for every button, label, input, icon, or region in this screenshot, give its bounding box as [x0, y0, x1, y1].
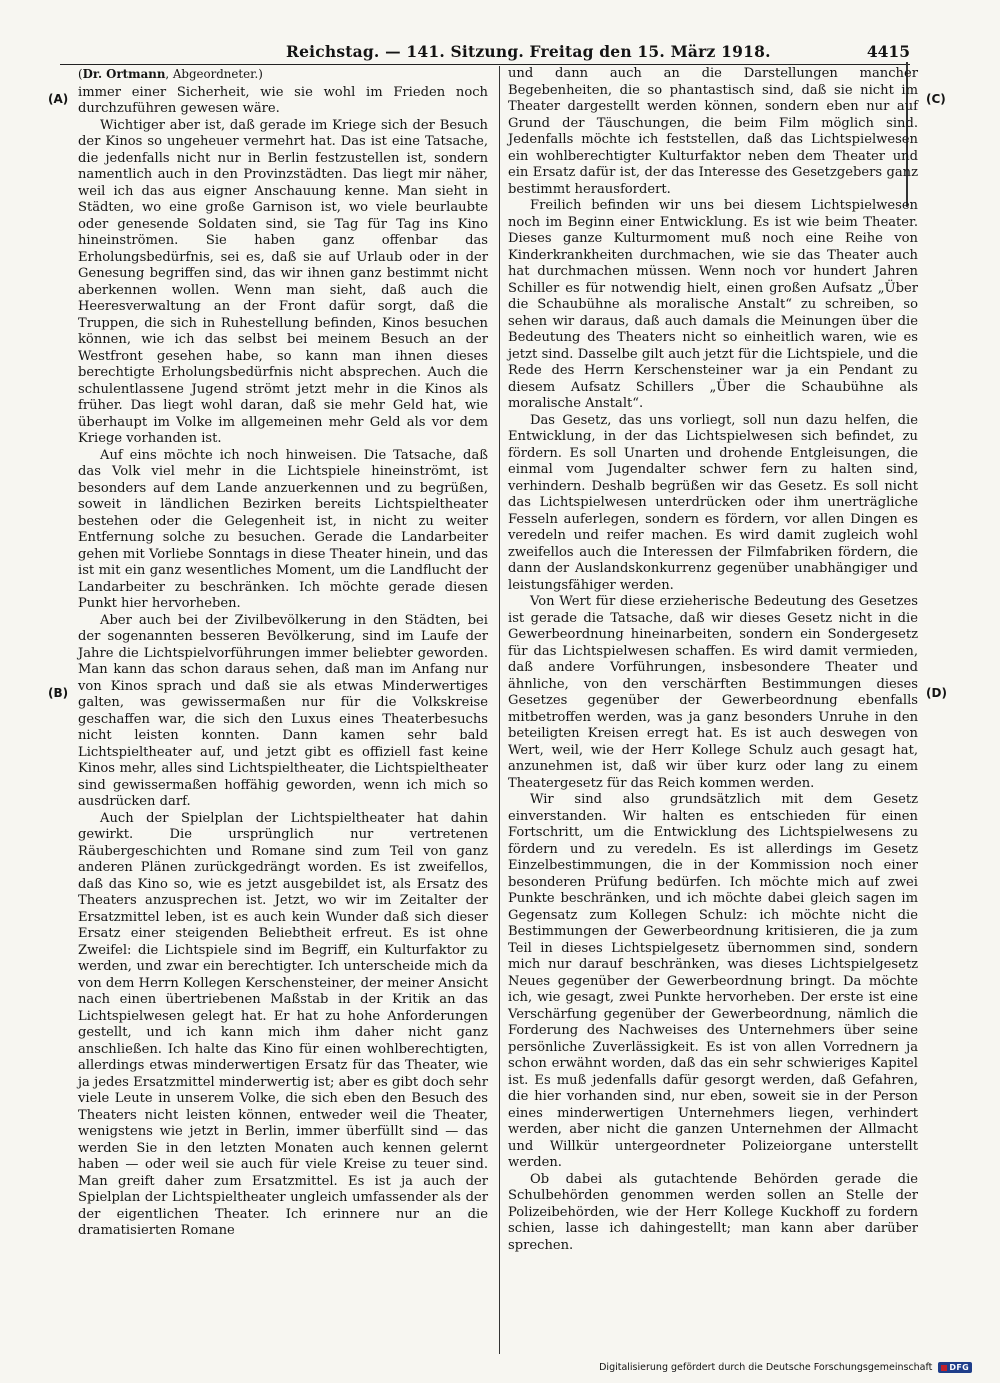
paragraph: immer einer Sicherheit, wie sie wohl im Frieden noch durchzuführen gewesen wäre.: [78, 84, 488, 116]
paragraph: Wichtiger aber ist, daß gerade im Kriege sich der Besuch der Kinos so ungeheuer vermehrt hat. Das ist eine Tatsache, die jedenfalls nicht nur in Berlin festzustellen ist, sondern namentlich auch in den Provinzstädten. Das liegt mir näher, weil ich das aus eigner Anschauung kenne. Man sieht in Städten, wo eine große Garnison ist, wo viele beurlaubte oder genesende Soldaten sind, sie Tag für Tag ins Kino hineinströmen. Sie haben ganz offenbar das Erholungsbedürfnis, sei es, daß sie auf Urlaub oder in der Genesung begriffen sind, das wir ihnen ganz bestimmt nicht aberkennen wollen. Wenn man sieht, daß auch die Heeresverwaltung an der Front dafür sorgt, daß die Truppen, die sich in Ruhestellung befinden, Kinos besuchen können, wie ich das selbst bei meinem Besuch an der Westfront gesehen habe, so kann man ihnen dieses berechtigte Erholungsbedürfnis nicht absprechen. Auch die schulentlassene Jugend strömt jetzt mehr in die Kinos als früher. Das liegt wohl daran, daß sie mehr Geld hat, wie überhaupt im Volke im allgemeinen mehr Geld als vor dem Kriege vorhanden ist.: [78, 117, 488, 446]
margin-marker-c: (C): [926, 92, 946, 106]
speaker-role: , Abgeordneter.: [165, 67, 259, 81]
column-divider: [499, 66, 500, 1354]
paragraph: Ob dabei als gutachtende Behörden gerade die Schulbehörden genommen werden sollen an Stelle der Polizeibehörden, wie der Herr Kollege Kuckhoff zu fordern schien, lasse ich dahingestellt; man kann aber darüber sprechen.: [508, 1171, 918, 1253]
page-number: 4415: [866, 42, 910, 61]
paragraph: Freilich befinden wir uns bei diesem Lichtspielwesen noch im Beginn einer Entwicklung. Es ist wie beim Theater. Dieses ganze Kulturmoment muß noch eine Reihe von Kinderkrankheiten durchmachen, wie sie das Theater auch hat durchmachen müssen. Wenn noch vor hundert Jahren Schiller es für notwendig hielt, einen großen Aufsatz „Über die Schaubühne als moralische Anstalt“ zu schreiben, so sehen wir daraus, daß auch damals die Meinungen über die Bedeutung des Theaters nicht so einheitlich waren, wie es jetzt sind. Dasselbe gilt auch jetzt für die Lichtspiele, und die Rede des Herrn Kerschensteiner war ja ein Pendant zu diesem Aufsatz Schillers „Über die Schaubühne als moralische Anstalt“.: [508, 198, 918, 411]
logo-mark-icon: [941, 1365, 947, 1371]
dfg-logo: [938, 1362, 972, 1373]
left-column: [78, 66, 488, 1240]
footer-text: Digitalisierung gefördert durch die Deutsche Forschungsgemeinschaft: [599, 1362, 933, 1373]
paragraph: Auf eins möchte ich noch hinweisen. Die Tatsache, daß das Volk viel mehr in die Lichtspiele hineinströmt, ist besonders auf dem Lande anzuerkennen und zu begrüßen, soweit in ländlichen Bezirken bereits Lichtspieltheater bestehen oder die Gelegenheit ist, in nicht zu weiter Entfernung solche zu besuchen. Gerade die Landarbeiter gehen mit Vorliebe Sonntags in diese Theater hinein, und das ist mit ein ganz wesentliches Moment, um die Landflucht der Landarbeiter zu beschränken. Ich möchte gerade diesen Punkt hier hervorheben.: [78, 447, 488, 611]
dfg-logo-text: DFG: [949, 1363, 969, 1372]
paragraph: Das Gesetz, das uns vorliegt, soll nun dazu helfen, die Entwicklung, in der das Lichtspielwesen sich befindet, zu fördern. Es soll Unarten und drohende Entgleisungen, die einmal vom Jugendalter schwer fern zu halten sind, verhindern. Deshalb begrüßen wir das Gesetz. Es soll nicht das Lichtspielwesen unterdrücken oder ihm unerträgliche Fesseln auferlegen, sondern es fördern, vor allen Dingen es veredeln und reifer machen. Es wird damit zugleich wohl zweifellos auch die Interessen der Filmfabriken fördern, die dann der Auslandskonkurrenz gegenüber unabhängiger und leistungsfähiger werden.: [508, 412, 918, 593]
margin-marker-d: (D): [926, 686, 947, 700]
paragraph: und dann auch an die Darstellungen mancher Begebenheiten, die so phantastisch sind, daß sie nicht im Theater dargestellt werden können, sondern eben nur auf Grund der Täuschungen, die beim Film möglich sind. Jedenfalls möchte ich feststellen, daß das Lichtspielwesen ein wohlberechtigter Kulturfaktor neben dem Theater und ein Ersatz dafür ist, der das Interesse des Gesetzgebers ganz bestimmt herausfordert.: [508, 66, 918, 197]
paragraph: Aber auch bei der Zivilbevölkerung in den Städten, bei der sogenannten besseren Bevölkerung, sind im Laufe der Jahre die Lichtspielvorführungen immer beliebter geworden. Man kann das schon daraus sehen, daß man im Anfang nur von Kinos sprach und daß sie als etwas Minderwertiges galten, was gewissermaßen nur für die Volkskreise geschaffen war, die sich den Luxus eines Theaterbesuchs nicht leisten konnten. Dann kamen sehr bald Lichtspieltheater auf, und jetzt gibt es offiziell fast keine Kinos mehr, alles sind Lichtspieltheater, die Lichtspieltheater sind gewissermaßen hoffähig geworden, wenn ich mich so ausdrücken darf.: [78, 612, 488, 809]
paragraph: Wir sind also grundsätzlich mit dem Gesetz einverstanden. Wir halten es entschieden für einen Fortschritt, um die Entwicklung des Lichtspielwesens zu fördern und zu veredeln. Es ist allerdings im Gesetz Einzelbestimmungen, die in der Kommission noch einer besonderen Prüfung bedürfen. Ich möchte mich auf zwei Punkte beschränken, und ich möchte dabei gleich sagen im Gegensatz zum Kollegen Schulz: ich möchte nicht die Bestimmungen der Gewerbeordnung kritisieren, die ja zum Teil in dieses Lichtspielgesetz übernommen sind, sondern mich nur darauf beschränken, was dieses Lichtspielgesetz Neues gegenüber der Gewerbeordnung bringt. Da möchte ich, wie gesagt, zwei Punkte hervorheben. Der erste ist eine Verschärfung gegenüber der Gewerbeordnung, nämlich die Forderung des Nachweises des Unternehmers über seine persönliche Zuverlässigkeit. Es ist von allen Vorrednern ja schon erwähnt worden, daß das ein sehr schwieriges Kapitel ist. Es muß jedenfalls dafür gesorgt werden, daß Gefahren, die hier vorhanden sind, nur eben, soweit sie in der Person eines minderwertigen Unternehmers liegen, verhindert werden, aber nicht die ganzen Unternehmen der Allmacht und Willkür untergeordneter Polizeiorgane unterstellt werden.: [508, 792, 918, 1170]
page-header: [60, 42, 910, 65]
right-column: [508, 66, 918, 1254]
paragraph: Von Wert für diese erzieherische Bedeutung des Gesetzes ist gerade die Tatsache, daß wir dieses Gesetz nicht in die Gewerbeordnung hineinarbeiten, sondern ein Sondergesetz für das Lichtspielwesen schaffen. Es wird damit vermieden, daß andere Vorführungen, insbesondere Theater und ähnliche, von den verschärften Bestimmungen dieses Gesetzes gegenüber der Gewerbeordnung ebenfalls mitbetroffen werden, was ja ganz besonders Unruhe in den beteiligten Kreisen erregt hat. Es ist auch deswegen von Wert, weil, wie der Herr Kollege Schulz auch gesagt hat, anzunehmen ist, daß wir über kurz oder lang zu einem Theatergesetz für das Reich kommen werden.: [508, 594, 918, 791]
header-title: Reichstag. — 141. Sitzung. Freitag den 15. März 1918.: [286, 42, 771, 61]
speaker-line: (Dr. Ortmann, Abgeordneter.): [78, 67, 263, 81]
footer-credit: [599, 1362, 972, 1373]
speaker-name: Dr. Ortmann: [82, 67, 166, 81]
margin-marker-a: (A): [48, 92, 69, 106]
paragraph: Auch der Spielplan der Lichtspieltheater hat dahin gewirkt. Die ursprünglich nur vertretenen Räubergeschichten und Romane sind zum Teil von ganz anderen Plänen zurückgedrängt worden. Es ist zweifellos, daß das Kino so, wie es jetzt ausgebildet ist, als Ersatz des Theaters anzusprechen ist. Jetzt, wo wir im Zeitalter der Ersatzmittel leben, ist es auch kein Wunder daß sich dieser Ersatz einer steigenden Beliebtheit erfreut. Es ist ohne Zweifel: die Lichtspiele sind im Begriff, ein Kulturfaktor zu werden, und zwar ein berechtigter. Ich unterscheide mich da von dem Herrn Kollegen Kerschensteiner, der meiner Ansicht nach einen übertriebenen Maßstab in der Kritik an das Lichtspielwesen gelegt hat. Er hat zu hohe Anforderungen gestellt, und ich kann mich ihm daher nicht ganz anschließen. Ich halte das Kino für einen wohlberechtigten, allerdings etwas minderwertigen Ersatz für das Theater, wie ja jedes Ersatzmittel minderwertig ist; aber es gibt doch sehr viele Leute in unserem Volke, die sich eben den Besuch des Theaters nicht leisten können, entweder weil die Theater, wenigstens wie jetzt in Berlin, immer überfüllt sind — das werden Sie in den letzten Monaten auch kennen gelernt haben — oder weil sie auch für viele Kreise zu teuer sind. Man greift daher zum Ersatzmittel. Es ist ja auch der Spielplan der Lichtspieltheater ungleich umfassender als der der eigentlichen Theater. Ich erinnere nur an die dramatisierten Romane: [78, 810, 488, 1238]
margin-marker-b: (B): [48, 686, 69, 700]
